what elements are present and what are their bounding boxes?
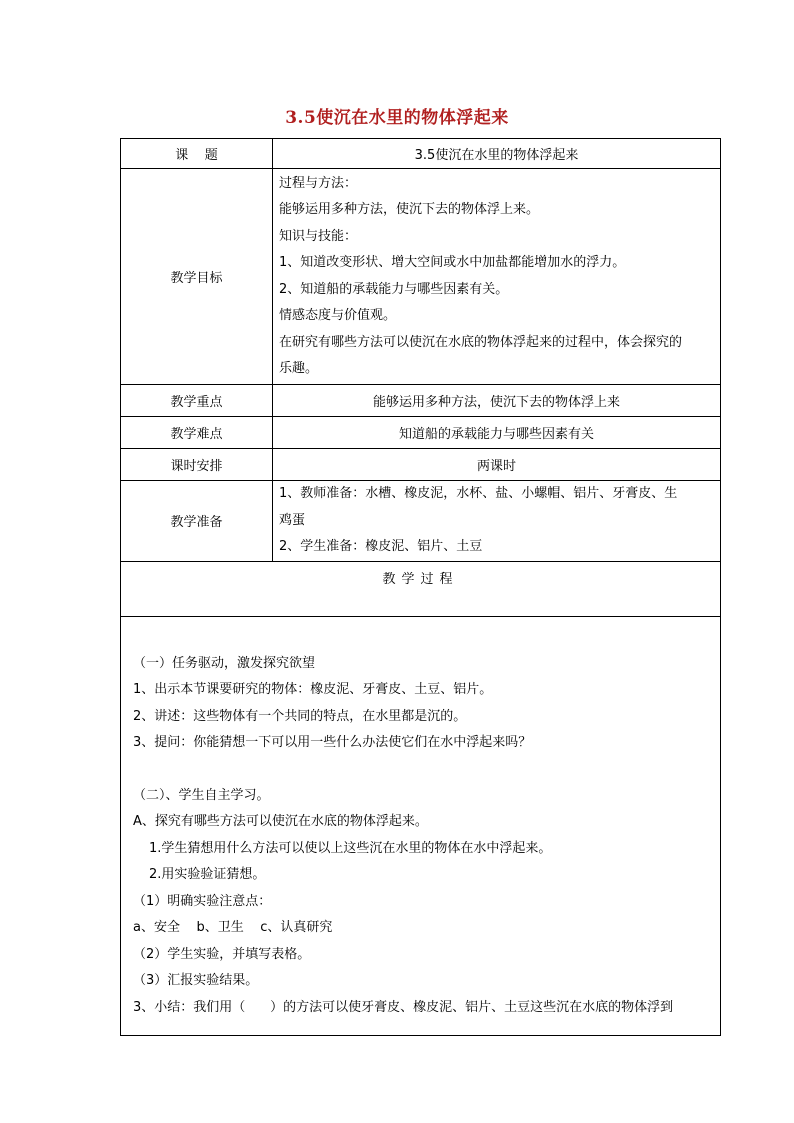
preparation-line: 1、教师准备：水槽、橡皮泥，水杯、盐、小螺帽、铝片、牙膏皮、生 bbox=[279, 486, 678, 501]
key-points-value: 能够运用多种方法，使沉下去的物体浮上来 bbox=[273, 385, 721, 417]
schedule-value: 两课时 bbox=[273, 449, 721, 481]
preparation-label: 教学准备 bbox=[121, 481, 273, 562]
key-points-label: 教学重点 bbox=[121, 385, 273, 417]
row-process-title bbox=[121, 561, 721, 616]
row-process-body bbox=[121, 616, 721, 1035]
objectives-line: 在研究有哪些方法可以使沉在水底的物体浮起来的过程中，体会探究的 bbox=[279, 334, 683, 350]
objectives-line: 1、知道改变形状、增大空间或水中加盐都能增加水的浮力。 bbox=[279, 255, 626, 270]
preparation-content bbox=[273, 481, 721, 562]
objectives-line: 乐趣。 bbox=[279, 361, 319, 376]
difficulties-label: 教学难点 bbox=[121, 417, 273, 449]
objectives-line: 情感态度与价值观。 bbox=[279, 308, 397, 323]
row-difficulties bbox=[121, 417, 721, 449]
row-objectives bbox=[121, 169, 721, 385]
process-body bbox=[121, 616, 721, 1035]
section2-note1: （1）明确实验注意点： bbox=[133, 893, 272, 909]
section2-note2: （2）学生实验，并填写表格。 bbox=[133, 946, 311, 962]
objectives-content bbox=[273, 169, 721, 385]
paragraph-gap bbox=[133, 757, 710, 783]
section2-summary: 3、小结：我们用（ ）的方法可以使牙膏皮、橡皮泥、铝片、土豆这些沉在水底的物体浮到 bbox=[133, 999, 674, 1015]
section2-heading: （二）、学生自主学习。 bbox=[133, 787, 270, 803]
row-schedule bbox=[121, 449, 721, 481]
row-preparation bbox=[121, 481, 721, 562]
preparation-line: 鸡蛋 bbox=[279, 512, 306, 528]
row-key-points bbox=[121, 385, 721, 417]
section1-heading: （一）任务驱动，激发探究欲望 bbox=[133, 655, 316, 671]
section2-note1-items: a、安全 b、卫生 c、认真研究 bbox=[133, 920, 333, 935]
section1-line: 2、讲述：这些物体有一个共同的特点，在水里都是沉的。 bbox=[133, 708, 467, 724]
preparation-line: 2、学生准备：橡皮泥、铝片、土豆 bbox=[279, 539, 483, 554]
section2-step2: 2.用实验验证猜想。 bbox=[149, 867, 266, 882]
topic-value: 3.5使沉在水里的物体浮起来 bbox=[273, 139, 721, 169]
objectives-line: 过程与方法： bbox=[279, 175, 358, 191]
lesson-plan-table bbox=[120, 138, 721, 1036]
objectives-line: 知识与技能： bbox=[279, 228, 358, 244]
section1-line: 3、提问：你能猜想一下可以用一些什么办法使它们在水中浮起来吗？ bbox=[133, 735, 532, 750]
process-title: 教学过程 bbox=[121, 561, 721, 616]
section2-sub-a: A、探究有哪些方法可以使沉在水底的物体浮起来。 bbox=[133, 814, 428, 829]
section1-line: 1、出示本节课要研究的物体：橡皮泥、牙膏皮、土豆、铝片。 bbox=[133, 682, 493, 697]
document-title: 3.5使沉在水里的物体浮起来 bbox=[285, 108, 509, 128]
objectives-line: 能够运用多种方法，使沉下去的物体浮上来。 bbox=[279, 202, 540, 217]
section2-step1: 1.学生猜想用什么方法可以使以上这些沉在水里的物体在水中浮起来。 bbox=[149, 840, 552, 856]
difficulties-value: 知道船的承载能力与哪些因素有关 bbox=[273, 417, 721, 449]
section2-note3: （3）汇报实验结果。 bbox=[133, 973, 259, 988]
row-topic bbox=[121, 139, 721, 169]
objectives-line: 2、知道船的承载能力与哪些因素有关。 bbox=[279, 281, 509, 297]
objectives-label: 教学目标 bbox=[121, 169, 273, 385]
topic-label: 课 题 bbox=[121, 139, 273, 169]
schedule-label: 课时安排 bbox=[121, 449, 273, 481]
